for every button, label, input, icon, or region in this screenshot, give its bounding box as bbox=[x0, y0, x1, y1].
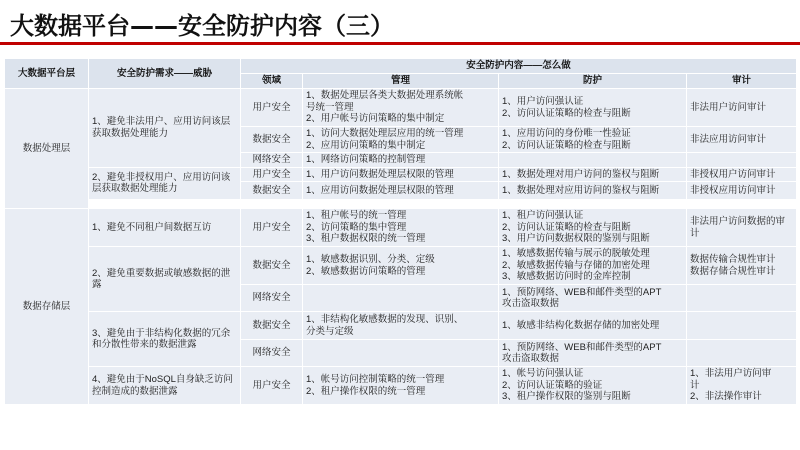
header-protect: 防护 bbox=[499, 74, 687, 89]
manage-cell: 1、帐号访问控制策略的统一管理 2、租户操作权限的统一管理 bbox=[303, 367, 499, 405]
protect-cell: 1、帐号访问强认证 2、访问认证策略的验证 3、租户操作权限的鉴别与阻断 bbox=[499, 367, 687, 405]
audit-cell bbox=[687, 312, 797, 340]
need-s2: 2、避免重要数据或敏感数据的泄露 bbox=[89, 247, 241, 312]
need-s4: 4、避免由于NoSQL自身缺乏访问控制造成的数据泄露 bbox=[89, 367, 241, 405]
domain-cell: 数据安全 bbox=[241, 312, 303, 340]
manage-cell: 1、租户帐号的统一管理 2、访问策略的集中管理 3、租户数据权限的统一管理 bbox=[303, 209, 499, 247]
manage-cell: 1、非结构化敏感数据的发现、识别、 分类与定级 bbox=[303, 312, 499, 340]
audit-cell: 数据传输合规性审计 数据存储合规性审计 bbox=[687, 247, 797, 285]
audit-cell: 非授权用户访问审计 bbox=[687, 167, 797, 182]
manage-cell: 1、数据处理层各类大数据处理系统帐 号统一管理 2、用户帐号访问策略的集中制定 bbox=[303, 89, 499, 127]
manage-cell: 1、用户访问数据处理层权限的管理 bbox=[303, 167, 499, 182]
table-gap-row bbox=[5, 200, 797, 209]
header-domain: 领域 bbox=[241, 74, 303, 89]
protect-cell: 1、预防网络、WEB和邮件类型的APT 攻击盗取数据 bbox=[499, 285, 687, 312]
header-how: 安全防护内容——怎么做 bbox=[241, 59, 797, 74]
protect-cell: 1、用户访问强认证 2、访问认证策略的检查与阻断 bbox=[499, 89, 687, 127]
title-underline bbox=[0, 42, 800, 45]
domain-cell: 用户安全 bbox=[241, 209, 303, 247]
manage-cell: 1、敏感数据识别、分类、定级 2、敏感数据访问策略的管理 bbox=[303, 247, 499, 285]
layer-storage: 数据存储层 bbox=[5, 209, 89, 405]
audit-cell bbox=[687, 340, 797, 367]
manage-cell bbox=[303, 285, 499, 312]
security-table bbox=[4, 58, 797, 405]
table-row bbox=[5, 312, 797, 340]
protect-cell: 1、数据处理对用户访问的鉴权与阻断 bbox=[499, 167, 687, 182]
audit-cell bbox=[687, 285, 797, 312]
table-row bbox=[5, 247, 797, 285]
domain-cell: 网络安全 bbox=[241, 340, 303, 367]
header-manage: 管理 bbox=[303, 74, 499, 89]
audit-cell bbox=[687, 153, 797, 168]
need-s1: 1、避免不同租户间数据互访 bbox=[89, 209, 241, 247]
manage-cell bbox=[303, 340, 499, 367]
manage-cell: 1、网络访问策略的控制管理 bbox=[303, 153, 499, 168]
audit-cell: 非法应用访问审计 bbox=[687, 127, 797, 153]
header-need: 安全防护需求——威胁 bbox=[89, 59, 241, 89]
audit-cell: 1、非法用户访问审 计 2、非法操作审计 bbox=[687, 367, 797, 405]
table-row bbox=[5, 89, 797, 127]
protect-cell bbox=[499, 153, 687, 168]
protect-cell: 1、租户访问强认证 2、访问认证策略的检查与阻断 3、用户访问数据权限的鉴别与阻断 bbox=[499, 209, 687, 247]
need-p1: 1、避免非法用户、应用访问该层获取数据处理能力 bbox=[89, 89, 241, 168]
audit-cell: 非法用户访问审计 bbox=[687, 89, 797, 127]
table-row bbox=[5, 367, 797, 405]
protect-cell: 1、预防网络、WEB和邮件类型的APT 攻击盗取数据 bbox=[499, 340, 687, 367]
table-row bbox=[5, 167, 797, 182]
table-row bbox=[5, 209, 797, 247]
need-s3: 3、避免由于非结构化数据的冗余和分散性带来的数据泄露 bbox=[89, 312, 241, 367]
protect-cell: 1、数据处理对应用访问的鉴权与阻断 bbox=[499, 182, 687, 200]
protect-cell: 1、敏感非结构化数据存储的加密处理 bbox=[499, 312, 687, 340]
protect-cell: 1、敏感数据传输与展示的脱敏处理 2、敏感数据传输与存储的加密处理 3、敏感数据访问时的金库控制 bbox=[499, 247, 687, 285]
domain-cell: 数据安全 bbox=[241, 127, 303, 153]
domain-cell: 数据安全 bbox=[241, 182, 303, 200]
header-audit: 审计 bbox=[687, 74, 797, 89]
manage-cell: 1、访问大数据处理层应用的统一管理 2、应用访问策略的集中制定 bbox=[303, 127, 499, 153]
domain-cell: 用户安全 bbox=[241, 89, 303, 127]
domain-cell: 用户安全 bbox=[241, 367, 303, 405]
domain-cell: 数据安全 bbox=[241, 247, 303, 285]
domain-cell: 网络安全 bbox=[241, 153, 303, 168]
domain-cell: 用户安全 bbox=[241, 167, 303, 182]
page-title: 大数据平台——安全防护内容（三） bbox=[10, 12, 394, 40]
layer-processing: 数据处理层 bbox=[5, 89, 89, 209]
need-p2: 2、避免非授权用户、应用访问该层获取数据处理能力 bbox=[89, 167, 241, 200]
audit-cell: 非法用户访问数据的审计 bbox=[687, 209, 797, 247]
domain-cell: 网络安全 bbox=[241, 285, 303, 312]
audit-cell: 非授权应用访问审计 bbox=[687, 182, 797, 200]
manage-cell: 1、应用访问数据处理层权限的管理 bbox=[303, 182, 499, 200]
header-layer: 大数据平台层 bbox=[5, 59, 89, 89]
protect-cell: 1、应用访问的身份唯一性验证 2、访问认证策略的检查与阻断 bbox=[499, 127, 687, 153]
